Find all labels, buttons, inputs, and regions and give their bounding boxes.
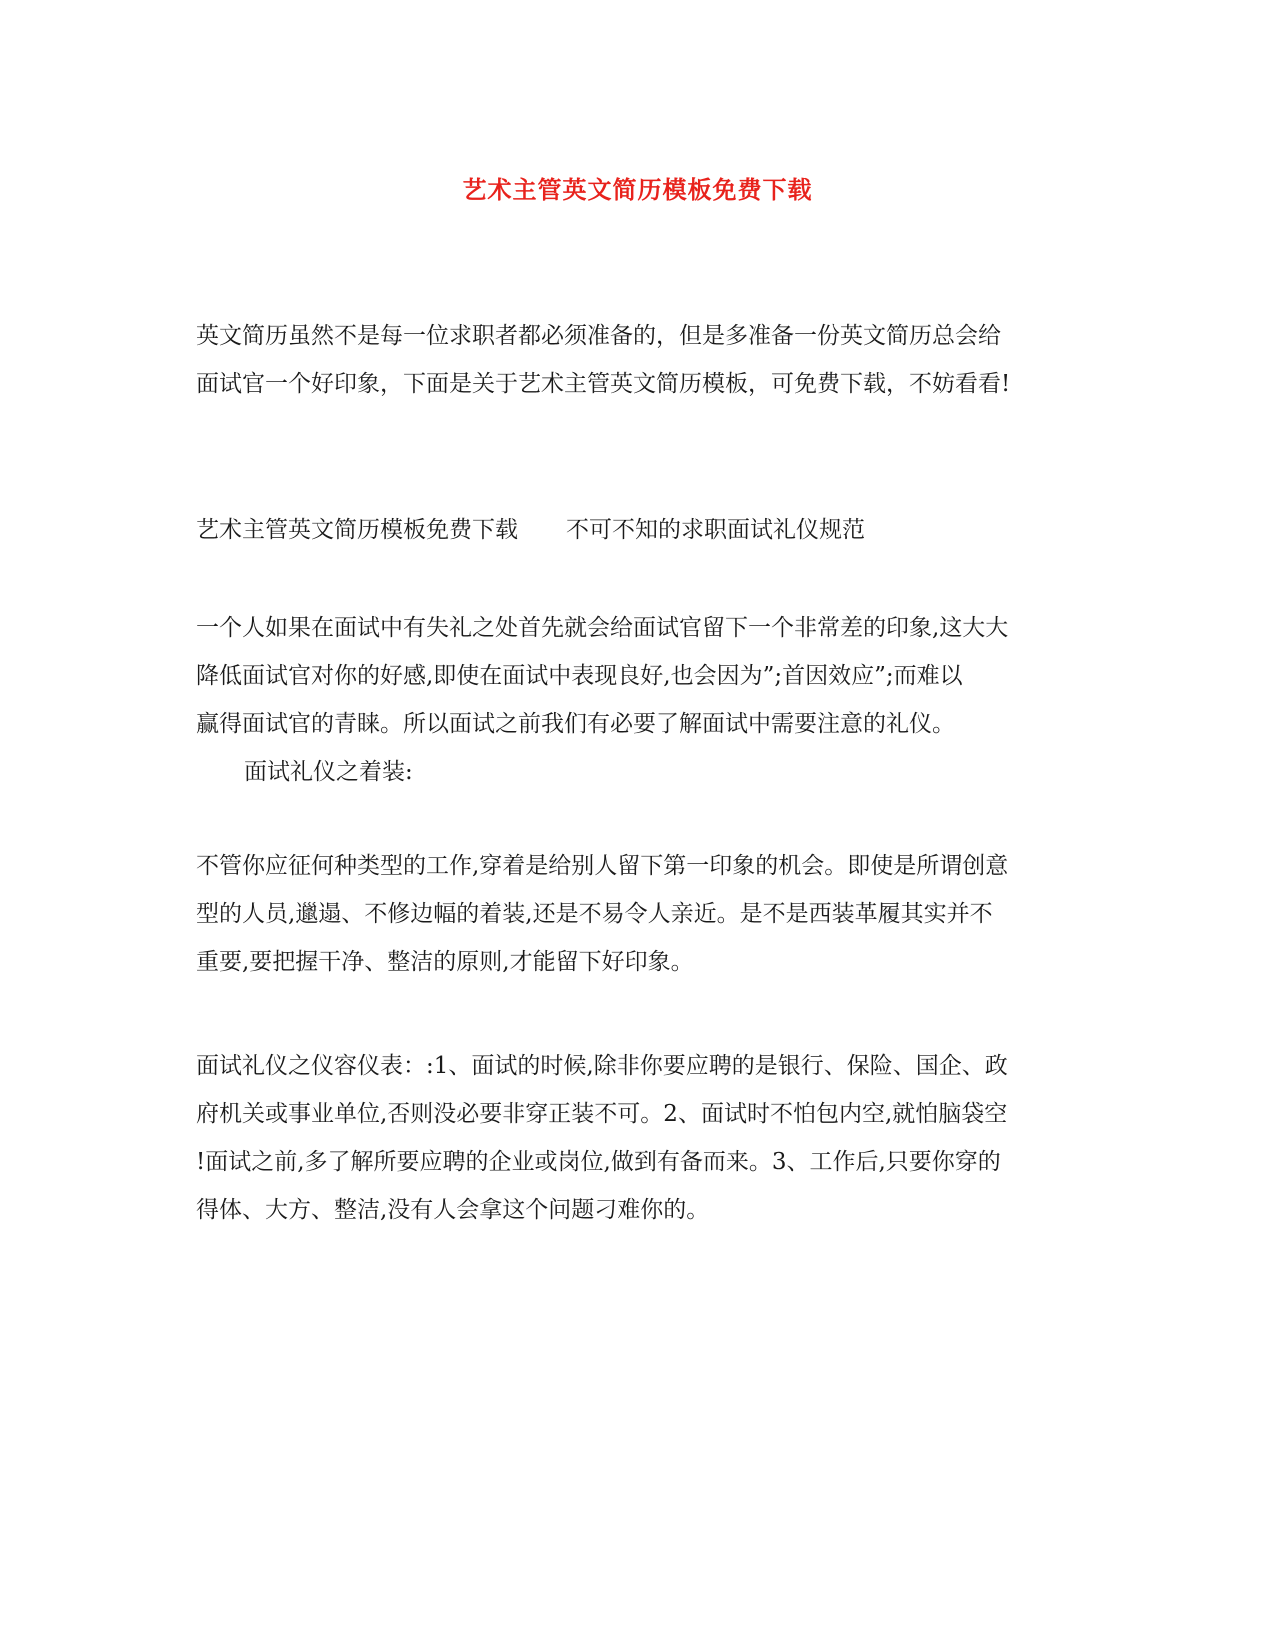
paragraph-attire xyxy=(196,842,1086,986)
paragraph-line: 赢得面试官的青睐。所以面试之前我们有必要了解面试中需要注意的礼仪。 xyxy=(196,711,955,737)
heading-row xyxy=(196,506,1086,554)
paragraph-appearance xyxy=(196,1042,1086,1234)
heading-right: 不可不知的求职面试礼仪规范 xyxy=(566,517,865,543)
subheading-attire xyxy=(244,748,1134,796)
intro-paragraph xyxy=(196,312,1086,408)
document-title: 艺术主管英文简历模板免费下载 xyxy=(462,175,813,204)
paragraph-line: 型的人员,邋遢、不修边幅的着装,还是不易令人亲近。是不是西装革履其实并不 xyxy=(196,901,993,927)
paragraph-line: 重要,要把握干净、整洁的原则,才能留下好印象。 xyxy=(196,949,694,975)
paragraph-first-impression xyxy=(196,604,1086,748)
paragraph-line: 府机关或事业单位,否则没必要非穿正装不可。2、面试时不怕包内空,就怕脑袋空 xyxy=(196,1101,1008,1127)
intro-line: 面试官一个好印象，下面是关于艺术主管英文简历模板，可免费下载，不妨看看! xyxy=(196,371,1011,397)
subheading-line: 面试礼仪之着装: xyxy=(244,759,413,785)
heading-row-line xyxy=(196,506,1086,554)
paragraph-line: 不管你应征何种类型的工作,穿着是给别人留下第一印象的机会。即使是所谓创意 xyxy=(196,853,1009,879)
paragraph-line: 一个人如果在面试中有失礼之处首先就会给面试官留下一个非常差的印象,这大大 xyxy=(196,615,1009,641)
paragraph-line: !面试之前,多了解所要应聘的企业或岗位,做到有备而来。3、工作后,只要你穿的 xyxy=(196,1149,1001,1175)
intro-line: 英文简历虽然不是每一位求职者都必须准备的，但是多准备一份英文简历总会给 xyxy=(196,323,1001,349)
heading-left: 艺术主管英文简历模板免费下载 xyxy=(196,517,518,543)
paragraph-line: 得体、大方、整洁,没有人会拿这个问题刁难你的。 xyxy=(196,1197,710,1223)
paragraph-line: 面试礼仪之仪容仪表：:1、面试的时候,除非你要应聘的是银行、保险、国企、政 xyxy=(196,1053,1008,1079)
paragraph-line: 降低面试官对你的好感,即使在面试中表现良好,也会因为”;首因效应”;而难以 xyxy=(196,663,963,689)
